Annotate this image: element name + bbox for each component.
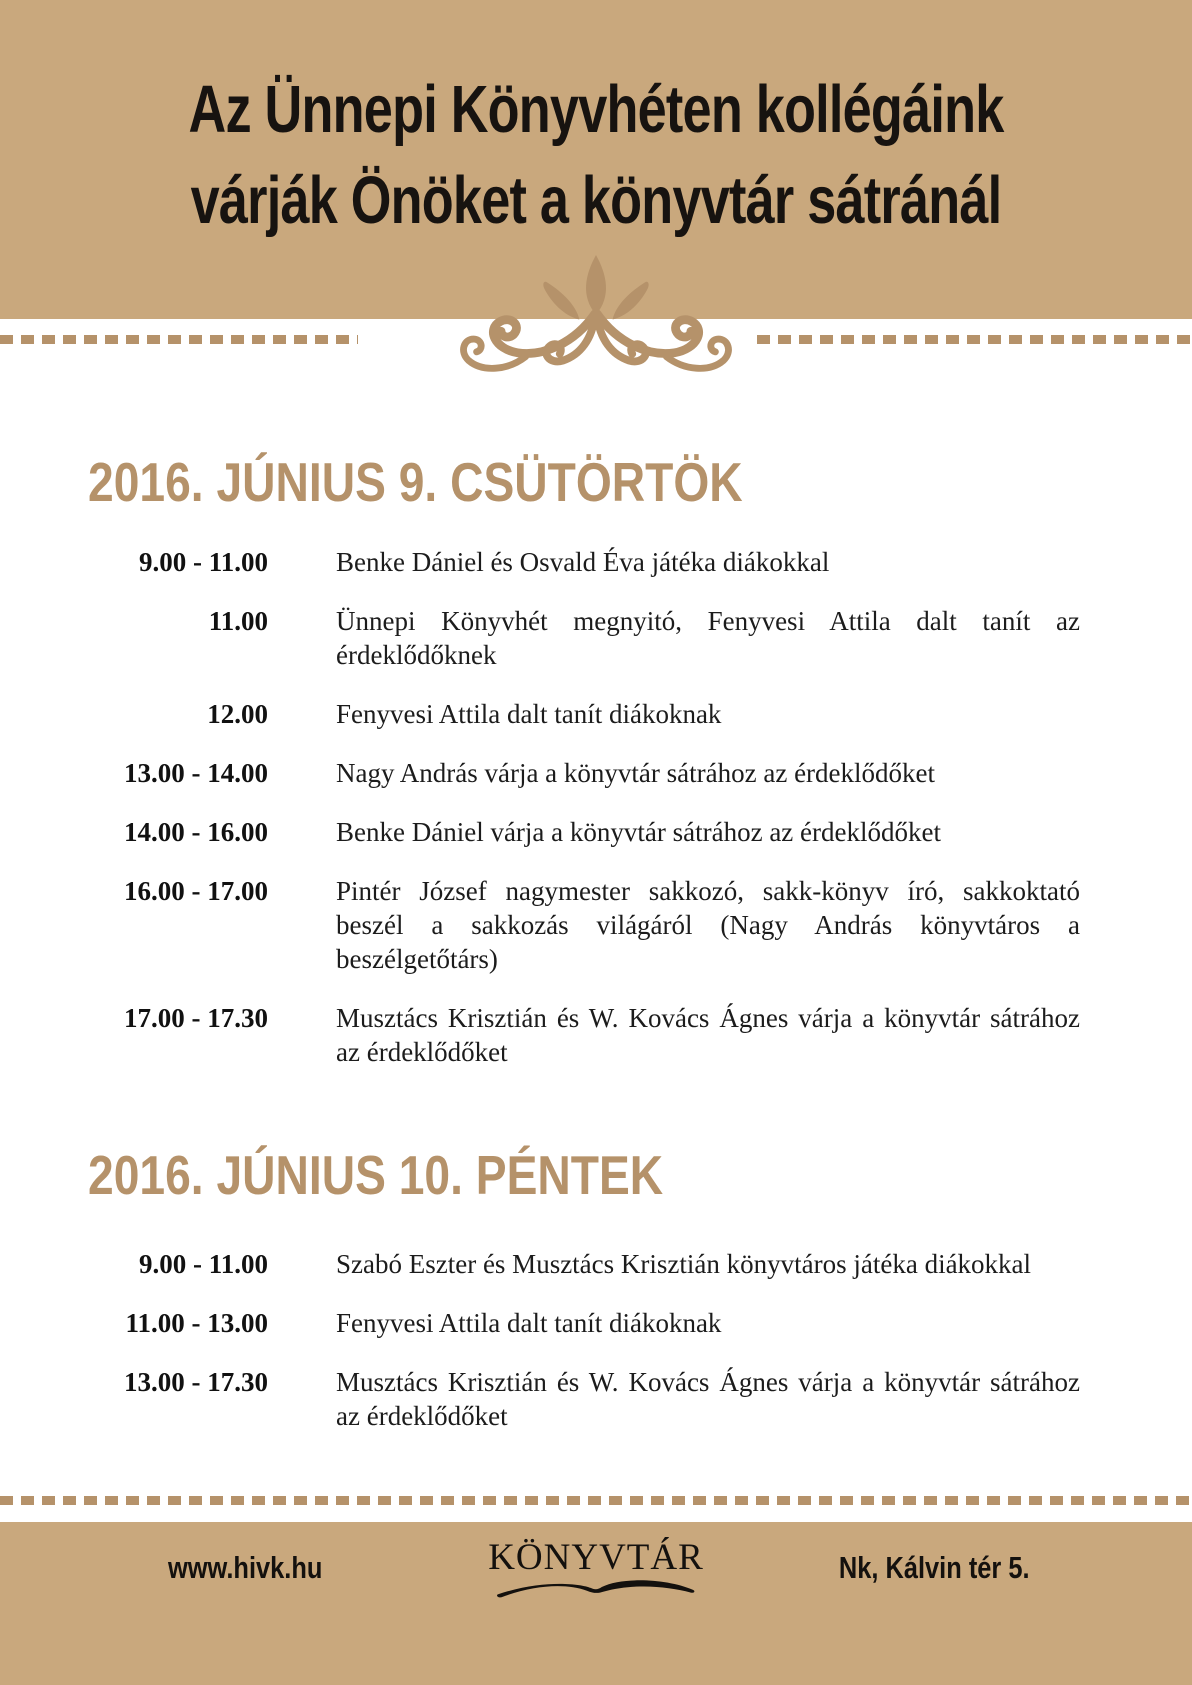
event-time: 13.00 - 14.00 — [124, 758, 268, 788]
website-url: www.hivk.hu — [168, 1550, 323, 1585]
title-line-2: várják Önöket a könyvtár sátránál — [190, 163, 1002, 238]
schedule-row — [0, 756, 1100, 790]
schedule-thursday — [0, 545, 1100, 1094]
section-heading: 2016. JÚNIUS 10. PÉNTEK — [88, 1144, 664, 1206]
schedule-row — [0, 1001, 1100, 1069]
event-description: Benke Dániel és Osvald Éva játéka diákokkal — [336, 547, 830, 577]
event-description: Fenyvesi Attila dalt tanít diákoknak — [336, 699, 722, 729]
section-heading: 2016. JÚNIUS 9. CSÜTÖRTÖK — [88, 451, 743, 513]
event-description: Fenyvesi Attila dalt tanít diákoknak — [336, 1308, 722, 1338]
separator-dashes-left — [0, 335, 358, 344]
event-description: Musztács Krisztián és W. Kovács Ágnes várja a könyvtár sátrához az érdeklődőket — [336, 1367, 1080, 1431]
poster-title — [131, 64, 1061, 246]
event-time: 12.00 — [207, 699, 268, 729]
event-time: 11.00 - 13.00 — [125, 1308, 268, 1338]
footer-banner — [0, 1522, 1192, 1685]
event-description: Benke Dániel várja a könyvtár sátrához az érdeklődőket — [336, 817, 941, 847]
event-time: 16.00 - 17.00 — [124, 876, 268, 906]
event-time: 11.00 — [208, 606, 268, 636]
schedule-row — [0, 1247, 1100, 1281]
event-description: Musztács Krisztián és W. Kovács Ágnes várja a könyvtár sátrához az érdeklődőket — [336, 1003, 1080, 1067]
logo-text: KÖNYVTÁR — [488, 1537, 704, 1578]
flourish-ornament-icon — [449, 253, 743, 390]
schedule-row — [0, 697, 1100, 731]
event-description: Ünnepi Könyvhét megnyitó, Fenyvesi Attila dalt tanít az érdeklődőknek — [336, 606, 1080, 670]
event-time: 13.00 - 17.30 — [124, 1367, 268, 1397]
schedule-row — [0, 1365, 1100, 1433]
separator-dashes-right — [757, 335, 1192, 344]
event-description: Pintér József nagymester sakkozó, sakk-könyv író, sakkoktató beszél a sakkozás világáról (Nagy András könyvtáros a beszélgetőtárs) — [336, 876, 1080, 974]
event-time: 14.00 - 16.00 — [124, 817, 268, 847]
schedule-row — [0, 815, 1100, 849]
schedule-friday — [0, 1247, 1100, 1458]
event-description: Nagy András várja a könyvtár sátrához az érdeklődőket — [336, 758, 936, 788]
event-time: 9.00 - 11.00 — [138, 547, 268, 577]
footer-dashes — [0, 1496, 1192, 1505]
schedule-row — [0, 545, 1100, 579]
title-line-1: Az Ünnepi Könyvhéten kollégáink — [188, 72, 1004, 147]
event-time: 9.00 - 11.00 — [138, 1249, 268, 1279]
library-logo — [488, 1538, 704, 1600]
event-time: 17.00 - 17.30 — [124, 1003, 268, 1033]
event-description: Szabó Eszter és Musztács Krisztián könyvtáros játéka diákokkal — [336, 1249, 1032, 1279]
schedule-row — [0, 874, 1100, 976]
schedule-row — [0, 604, 1100, 672]
schedule-row — [0, 1306, 1100, 1340]
address: Nk, Kálvin tér 5. — [839, 1550, 1030, 1585]
